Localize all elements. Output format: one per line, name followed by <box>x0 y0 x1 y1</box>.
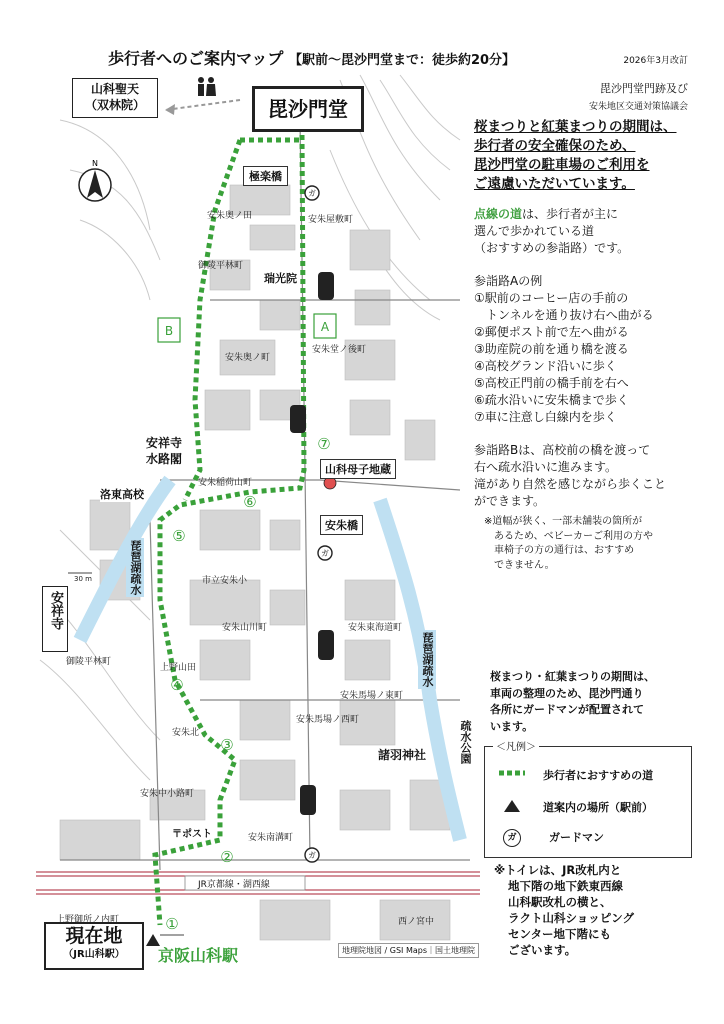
town-label: 安朱北 <box>172 728 200 738</box>
route-letter-boxes <box>158 314 336 342</box>
current-location-sub: （JR山科駅） <box>63 949 125 960</box>
shorin-box <box>72 78 158 118</box>
dotted-line-2: 選んで歩かれている道 <box>474 224 595 238</box>
notice-line: 毘沙門堂の駐車場のご利用を <box>474 157 650 173</box>
note-line: ※道幅が狭く、一部未舗装の箇所が <box>484 516 643 527</box>
guardman-line: 各所にガードマンが配置されて <box>490 703 644 716</box>
anshoji-temple-box <box>42 586 68 652</box>
step-3: ③ <box>220 736 234 754</box>
town-label: 西ノ宮中 <box>398 917 435 927</box>
town-label: 市立安朱小 <box>202 576 248 586</box>
route-b-line: ができます。 <box>474 494 546 508</box>
compass-n: N <box>92 159 98 168</box>
town-label: 安朱馬場ノ東町 <box>340 691 404 701</box>
keihan-station-label: 京阪山科駅 <box>158 946 239 965</box>
step-2: ② <box>220 848 234 866</box>
gokurakubashi-label: 極楽橋 <box>243 166 288 186</box>
route-a-step: ①駅前のコーヒー店の手前の <box>474 291 629 305</box>
route-a-step: ④高校グランド沿いに歩く <box>474 359 617 373</box>
guard-symbol-3: ガ <box>308 851 316 860</box>
legend-title: ＜凡例＞ <box>493 738 539 753</box>
step-4: ④ <box>170 676 184 694</box>
route-b-letter: B <box>164 324 174 338</box>
town-label: 安朱奥ノ田 <box>207 211 253 221</box>
town-label: 上野山田 <box>160 663 197 673</box>
boshi-jizo-label: 山科母子地蔵 <box>320 459 396 479</box>
legend-guard-label: ガードマン <box>549 831 604 844</box>
town-label: 安朱稲荷山町 <box>198 478 253 488</box>
canal-left-label: 琵琶湖疏水 <box>126 538 144 597</box>
town-label: 安朱馬場ノ西町 <box>296 715 360 725</box>
shorin-name: 山科聖天 <box>90 82 139 96</box>
toilet-line: ございます。 <box>508 943 577 957</box>
accessibility-note <box>484 515 653 573</box>
route-b-line: 参詣路Bは、高校前の橋を渡って <box>474 443 651 457</box>
shorin-arrow <box>165 100 240 110</box>
legend-guard-icon: ガ <box>503 829 521 847</box>
town-label: 御陵平林町 <box>198 261 244 271</box>
note-line: あるため、ベビーカーご利用の方や <box>494 530 653 542</box>
post-label: 〒ポスト <box>172 829 212 840</box>
org-line-1: 毘沙門堂門跡及び <box>600 82 688 95</box>
legend-route-swatch <box>499 769 525 777</box>
legend-guard-row <box>499 829 604 847</box>
page-title: 歩行者へのご案内マップ <box>108 49 284 68</box>
route-a-heading: 参詣路Aの例 <box>474 274 543 288</box>
anshoji-temple-label: 安祥寺 <box>48 591 63 630</box>
dotted-highlight: 点線の道 <box>474 207 523 221</box>
guardman-line: 桜まつり・紅葉まつりの期間は、 <box>490 670 655 683</box>
compass-icon <box>79 169 111 201</box>
route-a-letter: A <box>320 320 330 334</box>
step-1: ① <box>165 915 179 933</box>
legend-route-row <box>499 767 654 782</box>
rakuto-hs-label: 洛東高校 <box>100 488 144 501</box>
destination-box <box>252 86 364 132</box>
town-label: 安朱中小路町 <box>140 789 195 799</box>
toilet-line: ラクト山科ショッピング <box>508 911 635 925</box>
town-label: 安朱東海道町 <box>348 623 403 633</box>
route-b-line: 滝があり自然を感じながら歩くこと <box>474 477 667 491</box>
notice-line: 歩行者の安全確保のため、 <box>474 138 636 154</box>
note-line: 車椅子の方の通行は、おすすめ <box>494 545 635 556</box>
legend-info-label: 道案内の場所（駅前） <box>543 801 653 814</box>
org-line-2: 安朱地区交通対策協議会 <box>588 102 688 112</box>
current-location-label: 現在地 <box>65 925 123 947</box>
anshubashi-label: 安朱橋 <box>320 515 363 535</box>
route-a-step: ②郵便ポスト前で左へ曲がる <box>474 325 629 339</box>
guard-symbol-1: ガ <box>308 189 316 198</box>
notice-line: 桜まつりと紅葉まつりの期間は、 <box>474 119 677 135</box>
parking-notice <box>474 118 677 194</box>
route-a-step: ⑤高校正門前の橋手前を右へ <box>474 376 629 390</box>
step-6: ⑥ <box>243 493 257 511</box>
scale-label: 30 m <box>74 575 92 583</box>
suirokaku-name: 安祥寺 <box>146 436 183 450</box>
jr-line-label: JR京都線・湖西線 <box>198 880 270 890</box>
route-b-line: 右へ疏水沿いに進みます。 <box>474 460 618 474</box>
canal-right-label: 琵琶湖疏水 <box>418 630 436 689</box>
town-label: 安朱山川町 <box>222 623 268 633</box>
town-label: 安朱南溝町 <box>248 833 294 843</box>
guardman-line: 車両の整理のため、毘沙門通り <box>490 686 644 700</box>
town-label: 安朱屋敷町 <box>308 215 354 225</box>
route-a-step: ③助産院の前を通り橋を渡る <box>474 342 629 356</box>
map-credit: 地理院地図 / GSI Maps｜国土地理院 <box>338 943 479 958</box>
suirokaku-sub: 水路閣 <box>146 452 183 466</box>
legend-triangle-icon <box>499 799 525 813</box>
guardman-line: います。 <box>490 719 534 733</box>
canal-park-label: 疏水公園 <box>456 718 474 766</box>
guard-symbol-2: ガ <box>321 549 329 558</box>
page-title-row <box>108 46 515 69</box>
route-a-step: ⑥疏水沿いに安朱橋まで歩く <box>474 393 629 407</box>
route-b-description <box>474 442 666 510</box>
toilet-icon <box>198 77 216 96</box>
dotted-route-explanation <box>474 206 629 257</box>
notice-line: ご遠慮いただいています。 <box>474 176 635 192</box>
revised-date: 2026年3月改訂 <box>623 56 688 66</box>
note-line: できません。 <box>494 559 555 571</box>
route-a-steps <box>474 273 654 426</box>
route-a-step: トンネルを通り抜け右へ曲がる <box>474 308 654 322</box>
town-label: 安朱奥ノ町 <box>225 353 271 363</box>
guardman-notice <box>490 669 655 735</box>
organization <box>578 80 688 116</box>
legend <box>484 742 692 858</box>
zuikoin-label: 瑞光院 <box>264 272 297 285</box>
town-label: 御陵平林町 <box>66 657 112 667</box>
legend-route-label: 歩行者におすすめの道 <box>543 769 654 782</box>
page-subtitle: 【駅前～毘沙門堂まで：徒歩約20分】 <box>288 53 516 68</box>
destination-label: 毘沙門堂 <box>268 97 348 121</box>
toilet-note <box>494 862 634 958</box>
dotted-line-3: （おすすめの参詣路）です。 <box>474 241 630 255</box>
morohane-label: 諸羽神社 <box>378 748 427 762</box>
toilet-line: 地下階の地下鉄東西線 <box>508 879 623 893</box>
toilet-line: センター地下階にも <box>508 927 612 941</box>
town-label: 安朱堂ノ後町 <box>312 345 367 355</box>
legend-info-row <box>499 799 653 816</box>
toilet-line: 山科駅改札の横と、 <box>508 895 612 909</box>
toilet-line: ※トイレは、JR改札内と <box>494 863 622 877</box>
step-5: ⑤ <box>172 527 186 545</box>
dotted-line-1: は、歩行者が主に <box>522 207 619 221</box>
current-location-box <box>44 922 144 970</box>
step-7: ⑦ <box>317 435 331 453</box>
town-label: 上野御所ノ内町 <box>56 915 120 925</box>
shorin-sub: （双林院） <box>84 98 145 112</box>
route-a-step: ⑦車に注意し白線内を歩く <box>474 410 617 424</box>
